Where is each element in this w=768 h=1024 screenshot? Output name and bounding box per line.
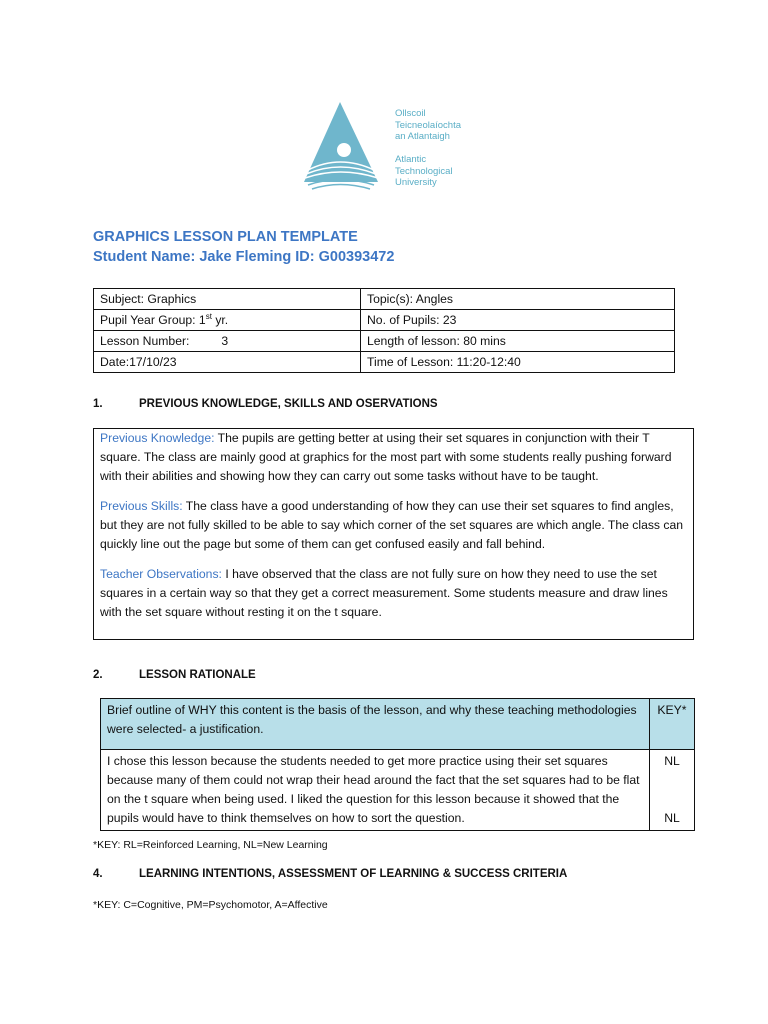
section-1-heading [93,398,438,410]
skills-text: The class have a good understanding of how they can use their set squares to find angles, but they are not fully skilled to be able to say which corner of the set squares are which angle. The class can quickly line out the page but some of them can get confused easily and fall behind. [100,499,684,551]
table-cell [94,331,361,352]
knowledge-text: The pupils are getting better at using their set squares in conjunction with their T square. The class are mainly good at graphics for the most part with some students really pushing forward with their abilities and showing how they can carry out some tasks without have to be taught. [100,431,672,483]
learning-key-note: *KEY: C=Cognitive, PM=Psychomotor, A=Affective [93,899,328,911]
table-row [101,750,695,831]
logo-line: an Atlantaigh [395,131,450,142]
knowledge-paragraph [100,429,687,486]
section-2-heading [93,669,256,681]
section-number: 4. [93,868,103,880]
logo-line: Teicneolaíochta [395,119,462,131]
table-cell: Topic(s): Angles [361,289,675,310]
observations-text: I have observed that the class are not fully sure on how they need to use the set squares in a certain way so that they get a correct measurement. Some students measure and draw lines with the set square without resting it on the t square. [100,567,668,619]
atu-logo-mark-icon [288,88,393,204]
key-header-cell: KEY* [650,699,695,750]
table-row [94,310,675,331]
rationale-key-note: *KEY: RL=Reinforced Learning, NL=New Learning [93,839,328,851]
rationale-body-cell: I chose this lesson because the students needed to get more practice using their set squares because many of them could not wrap their head around the fact that the set squares had to be flat on the t square when being used. I liked the question for this lesson because it showed that the pupils would have to think themselves on how to sort the question. [101,750,650,831]
section-title: LESSON RATIONALE [139,669,256,681]
year-sup: st [205,312,212,322]
key-cell [650,750,695,831]
rationale-header-cell: Brief outline of WHY this content is the basis of the lesson, and why these teaching methodologies were selected- a justification. [101,699,650,750]
section-4-heading [93,868,567,880]
table-row [94,352,675,373]
key-value: NL [664,811,680,825]
logo-text-irish [395,108,461,143]
section-number: 2. [93,669,103,681]
logo-line: Technological [395,165,453,177]
atu-logo [288,88,480,204]
table-cell: No. of Pupils: 23 [361,310,675,331]
section-number: 1. [93,398,103,410]
table-header-row [101,699,695,750]
logo-line: Atlantic [395,154,427,165]
previous-knowledge-box [93,428,694,640]
skills-paragraph [100,497,687,554]
logo-line: Ollscoil [395,108,426,119]
table-cell: Length of lesson: 80 mins [361,331,675,352]
table-cell: Subject: Graphics [94,289,361,310]
section-title: PREVIOUS KNOWLEDGE, SKILLS AND OSERVATIONS [139,398,438,410]
logo-line: University [395,177,437,188]
lesson-number-value: 3 [221,334,229,348]
knowledge-label: Previous Knowledge: [100,431,215,445]
section-title: LEARNING INTENTIONS, ASSESSMENT OF LEARNING & SUCCESS CRITERIA [139,868,568,880]
logo-text-english [395,154,453,189]
table-cell: Time of Lesson: 11:20-12:40 [361,352,675,373]
document-title: GRAPHICS LESSON PLAN TEMPLATE [93,229,358,245]
observations-label: Teacher Observations: [100,567,222,581]
table-row [94,331,675,352]
skills-label: Previous Skills: [100,499,183,513]
table-row [94,289,675,310]
key-value: NL [664,754,680,768]
year-suffix: yr. [211,313,229,328]
lesson-rationale-table [100,698,695,831]
lesson-info-table [93,288,675,373]
student-name-line: Student Name: Jake Fleming ID: G00393472 [93,249,395,265]
observations-paragraph [100,565,687,622]
table-cell: Date:17/10/23 [94,352,361,373]
year-group-label: Pupil Year Group: 1 [100,313,206,328]
lesson-number-label: Lesson Number: [100,334,190,348]
table-cell [94,310,361,331]
